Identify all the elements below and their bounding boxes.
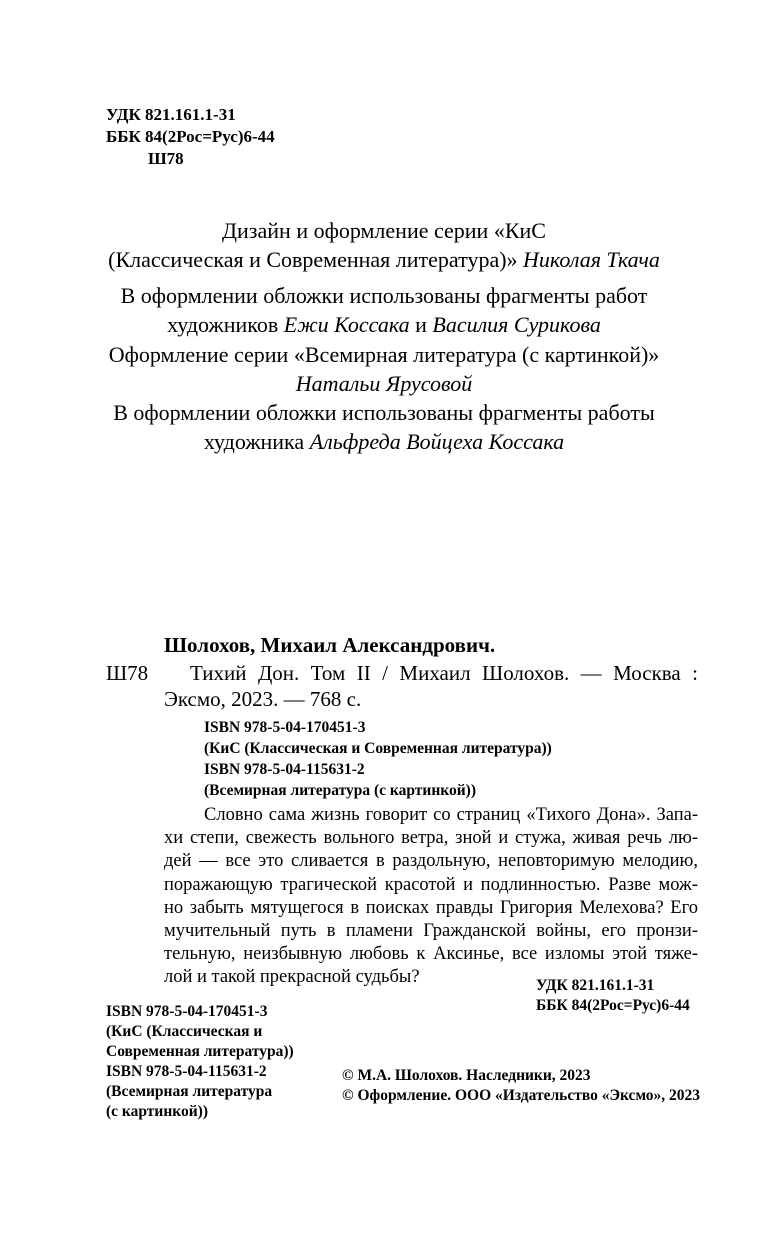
isbn-line: ISBN 978-5-04-115631-2 bbox=[106, 1063, 267, 1080]
bottom-isbn-block bbox=[106, 1002, 294, 1122]
biblio-line: Тихий Дон. Том II / Михаил Шолохов. — Москва : bbox=[190, 661, 698, 685]
annotation-line: поражающую трагической красотой и подлинностью. Разве мож- bbox=[164, 874, 698, 895]
annotation-line: но забыть мятущегося в поисках правды Григория Мелехова? Его bbox=[164, 897, 698, 918]
isbn-line: ISBN 978-5-04-170451-3 bbox=[106, 1003, 268, 1020]
designer-name: Натальи Ярусовой bbox=[295, 371, 473, 396]
author-heading: Шолохов, Михаил Александрович. bbox=[164, 633, 496, 657]
annotation-line: тельную, неизбывную любовь к Аксинье, все изломы этой тяже- bbox=[164, 944, 698, 965]
isbn-block bbox=[204, 717, 552, 801]
author-mark: Ш78 bbox=[148, 149, 184, 168]
credit-text: художника bbox=[203, 429, 305, 454]
credit-cover-2 bbox=[0, 398, 768, 456]
series-line: Современная литература)) bbox=[106, 1043, 294, 1060]
artist-name: Альфреда Войцеха Коссака bbox=[309, 429, 565, 454]
annotation-line: мучительный путь в пламени Гражданской войны, его пронзи- bbox=[164, 921, 698, 942]
series-line: (с картинкой)) bbox=[106, 1103, 208, 1120]
biblio-line: Эксмо, 2023. — 768 с. bbox=[164, 687, 362, 711]
copyright-line: © М.А. Шолохов. Наследники, 2023 bbox=[342, 1067, 591, 1084]
credit-line bbox=[0, 310, 768, 339]
credit-series-design bbox=[0, 216, 768, 274]
biblio-mark: Ш78 bbox=[106, 661, 149, 685]
series-line: (КиС (Классическая и bbox=[106, 1023, 263, 1040]
annotation-line: лой и такой прекрасной судьбы? bbox=[164, 967, 420, 988]
bottom-codes bbox=[536, 976, 690, 1016]
credit-text: и bbox=[415, 312, 427, 337]
annotation-line: дей — все это сливается в раздольную, неповторимую мелодию, bbox=[164, 851, 698, 872]
annotation bbox=[164, 804, 698, 990]
bbk-code: ББК 84(2Рос=Рус)6-44 bbox=[536, 997, 690, 1014]
credit-line: Дизайн и оформление серии «КиС bbox=[222, 218, 546, 243]
credit-line: В оформлении обложки использованы фрагменты работы bbox=[113, 400, 655, 425]
udk-code: УДК 821.161.1-31 bbox=[536, 977, 655, 994]
annotation-line: хи степи, свежесть вольного ветра, зной и стужа, живая речь лю- bbox=[164, 828, 698, 849]
isbn-line: ISBN 978-5-04-115631-2 bbox=[204, 761, 365, 778]
credit-cover-1 bbox=[0, 281, 768, 339]
bbk-code: ББК 84(2Рос=Рус)6-44 bbox=[106, 127, 275, 146]
credit-line bbox=[0, 427, 768, 456]
credit-line: Оформление серии «Всемирная литература (с картинкой)» bbox=[108, 342, 660, 367]
credit-line: В оформлении обложки использованы фрагменты работ bbox=[120, 283, 648, 308]
series-line: (КиС (Классическая и Современная литература)) bbox=[204, 740, 552, 757]
credit-line bbox=[0, 369, 768, 398]
credit-text: художников bbox=[167, 312, 279, 337]
series-line: (Всемирная литература (с картинкой)) bbox=[204, 782, 476, 799]
artist-name: Ежи Коссака bbox=[283, 312, 410, 337]
annotation-line: Словно сама жизнь говорит со страниц «Тихого Дона». Запа- bbox=[204, 805, 698, 825]
series-line: (Всемирная литература bbox=[106, 1083, 273, 1100]
udk-code: УДК 821.161.1-31 bbox=[106, 105, 236, 124]
copyright-block bbox=[342, 1066, 700, 1106]
credit-series-design-2 bbox=[0, 340, 768, 398]
credit-line bbox=[0, 245, 768, 274]
designer-name: Николая Ткача bbox=[523, 247, 660, 272]
credit-text: (Классическая и Современная литература)» bbox=[108, 247, 518, 272]
copyright-line: © Оформление. ООО «Издательство «Эксмо», 2023 bbox=[342, 1087, 701, 1104]
isbn-line: ISBN 978-5-04-170451-3 bbox=[204, 719, 366, 736]
artist-name: Василия Сурикова bbox=[432, 312, 601, 337]
classification-block bbox=[106, 104, 275, 170]
